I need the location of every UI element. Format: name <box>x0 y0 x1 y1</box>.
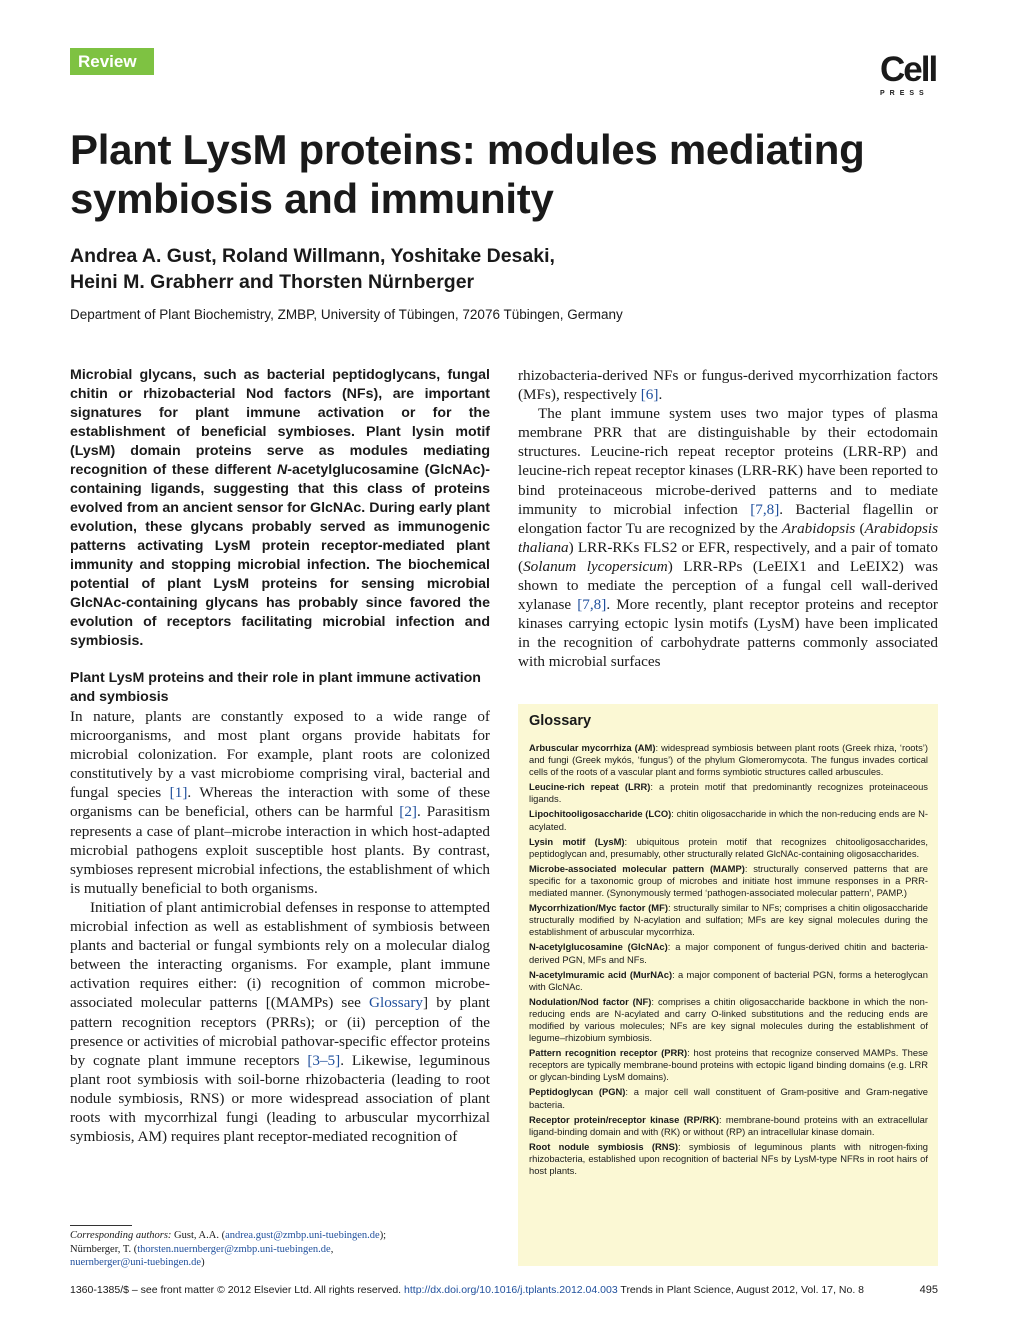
cell-press-logo <box>880 52 940 100</box>
paragraph-continued <box>518 366 938 404</box>
glossary-entry <box>529 781 928 805</box>
abstract-text-2: -acetylglucosamine (GlcNAc)-containing ligands, suggesting that this class of proteins evolved from an ancient sensor for GlcNAc. During early plant evolution, these glycans probably served as immunogenic patterns activating LysM protein receptor-mediated plant immunity and stopping microbial infection. The biochemical potential of plant LysM proteins for sensing microbial GlcNAc-containing glycans has probably since favored the evolution of receptors facilitating microbial infection and symbiosis. <box>70 462 490 649</box>
glossary-definition: : a major cell wall constituent of Gram-positive and Gram-negative bacteria. <box>529 1086 928 1110</box>
footnote-sep: , <box>330 1243 334 1255</box>
glossary-definition: : a protein motif that predominantly recognizes proteinaceous ligands. <box>529 781 928 805</box>
glossary-definition: : a major component of fungus-derived chitin and bacteria-derived PGN, MFs and NFs. <box>529 941 929 965</box>
authors-line-2: Heini M. Grabherr and Thorsten Nürnberger <box>70 271 475 293</box>
footer-issn: 1360-1385/$ – see front matter © 2012 Elsevier Ltd. All rights reserved. <box>70 1284 405 1296</box>
citation-link[interactable]: [7,8] <box>577 596 607 614</box>
footnote-label: Corresponding authors: <box>70 1230 172 1241</box>
glossary-definition: : symbiosis of leguminous plants with nitrogen-fixing rhizobacteria, established upon recognition of bacterial NFs by LysM-type NFRs in root hairs of host plants. <box>529 1140 929 1176</box>
glossary-term: N-acetylmuramic acid (MurNAc) <box>529 968 673 980</box>
affiliation: Department of Plant Biochemistry, ZMBP, University of Tübingen, 72076 Tübingen, Germany <box>70 307 623 322</box>
glossary-term: Mycorrhization/Myc factor (MF) <box>529 902 668 914</box>
p3-text-f: . More recently, plant receptor proteins and receptor kinases carrying ectopic lysin motifs (LysM) have been implicated in the recognition of carbohydrate patterns commonly associated with microbial surfaces <box>518 596 938 671</box>
column-1-body <box>70 707 490 1146</box>
glossary-definition: : structurally conserved patterns that are specific for a taxonomic group of microbes and initiate host immune responses in a PRR-mediated manner. (Synonymously termed ‘pathogen-associated molecular pattern’, PAMP.) <box>529 862 928 899</box>
glossary-term: Microbe-associated molecular pattern (MAMP) <box>529 862 745 874</box>
page-number: 495 <box>919 1284 938 1296</box>
footnote-line-3 <box>70 1256 490 1270</box>
p3-text-d: ) LRR-RKs FLS2 or EFR, respectively, and a pair of tomato ( <box>518 538 938 575</box>
p3-text-c: ( <box>855 519 865 537</box>
citation-link[interactable]: [6] <box>640 386 659 404</box>
footnote-line-1 <box>70 1229 490 1243</box>
p2-text-c: . Likewise, leguminous plant root symbiosis with soil-borne rhizobacteria (leading to root nodule symbiosis, RNS) or more widespread association of plant roots with mycorrhizal fungi (leading to arbuscular mycorrhizal symbiosis, AM) requires plant receptor-mediated recognition of <box>70 1051 490 1146</box>
corresponding-authors-footnote <box>70 1229 490 1270</box>
glossary-entry <box>529 1086 928 1110</box>
citation-link[interactable]: [3–5] <box>307 1051 341 1069</box>
glossary-entry <box>529 1114 928 1138</box>
glossary-entry <box>529 1047 928 1083</box>
glossary-list <box>529 742 928 1177</box>
glossary-term: Nodulation/Nod factor (NF) <box>529 995 652 1007</box>
p3-italic-1: Arabidopsis <box>781 519 856 537</box>
paragraph-1 <box>70 707 490 898</box>
paragraph-2 <box>70 898 490 1146</box>
cont-text-b: . <box>658 386 663 404</box>
footnote-sep: ); <box>379 1230 387 1241</box>
paragraph-3 <box>518 404 938 671</box>
article-title: Plant LysM proteins: modules mediating symbiosis and immunity <box>70 126 865 222</box>
glossary-entry <box>529 808 928 832</box>
glossary-definition: : chitin oligosaccharide in which the non-reducing ends are N-acylated. <box>529 808 928 832</box>
email-link-gust[interactable]: andrea.gust@zmbp.uni-tuebingen.de <box>225 1230 380 1241</box>
glossary-entry <box>529 996 928 1044</box>
footnote-author-2: Nürnberger, T. ( <box>70 1243 138 1255</box>
glossary-definition: : comprises a chitin oligosaccharide backbone in which the non-reducing ends are N-acylated and carry O-linked substitutions and the reducing ends are modified by various molecules; NFs are key signal molecules during the establishment of legume–rhizobium symbiosis. <box>529 995 929 1044</box>
author-list <box>70 243 950 295</box>
glossary-term: Lipochitooligosaccharide (LCO) <box>529 808 672 820</box>
glossary-term: Receptor protein/receptor kinase (RP/RK) <box>529 1113 719 1125</box>
p3-italic-3: Solanum lycopersicum <box>523 557 668 575</box>
glossary-definition: : host proteins that recognize conserved MAMPs. These receptors are typically membrane-bound proteins with ectopic ligand binding domains (e.g. LRR or glycan-binding LysM domains). <box>529 1047 928 1083</box>
glossary-term: Arbuscular mycorrhiza (AM) <box>529 742 656 753</box>
logo-cell-text: Cell <box>880 50 937 89</box>
abstract-text-1: Microbial glycans, such as bacterial peptidoglycans, fungal chitin or rhizobacterial Nod factors (NFs), are important signatures for plant immune activation or for the establishment of beneficial symbioses. Plant lysin motif (LysM) domain proteins serve as modules mediating recognition of these different <box>70 367 490 478</box>
abstract-italic-n: N <box>277 462 288 478</box>
glossary-term: Root nodule symbiosis (RNS) <box>529 1140 678 1152</box>
glossary-definition: : a major component of bacterial PGN, forms a heteroglycan with GlcNAc. <box>529 968 928 992</box>
cont-text-a: rhizobacteria-derived NFs or fungus-derived mycorrhization factors (MFs), respectively <box>518 367 938 404</box>
glossary-entry <box>529 902 928 938</box>
p2-text-b: ] by plant pattern recognition receptors (PRRs); or (ii) perception of the presence or activities of microbial pathovar-specific effector proteins by cognate plant immune receptors <box>70 994 490 1069</box>
glossary-entry <box>529 941 928 965</box>
glossary-term: Peptidoglycan (PGN) <box>529 1086 626 1098</box>
glossary-definition: : widespread symbiosis between plant roots (Greek rhiza, ‘roots’) and fungi (Greek mykós, ‘fungus’) of the phylum Glomeromycota. The fungus invades cortical cells of the roots of a vascular plant and forms symbiotic structures called arbuscules. <box>529 742 928 778</box>
glossary-entry <box>529 863 928 899</box>
p1-text-c: . Parasitism represents a case of plant–microbe interaction in which host-adapted microbial pathogens exploit susceptible host plants. By contrast, symbioses represent microbial infections, the establishment of which is mutually beneficial to both organisms. <box>70 803 491 897</box>
glossary-term: Lysin motif (LysM) <box>529 835 625 847</box>
glossary-term: N-acetylglucosamine (GlcNAc) <box>529 941 668 953</box>
email-link-nuernberger-uni[interactable]: nuernberger@uni-tuebingen.de <box>70 1257 202 1268</box>
citation-link[interactable]: [7,8] <box>750 500 780 518</box>
p3-text-b: . Bacterial flagellin or elongation factor Tu are recognized by the <box>518 500 938 537</box>
authors-line-1: Andrea A. Gust, Roland Willmann, Yoshitake Desaki, <box>70 245 555 267</box>
page-footer <box>70 1283 938 1297</box>
glossary-term: Pattern recognition receptor (PRR) <box>529 1047 688 1059</box>
footnote-line-2 <box>70 1243 490 1257</box>
footnote-divider <box>70 1225 132 1226</box>
doi-link[interactable]: http://dx.doi.org/10.1016/j.tplants.2012.04.003 <box>404 1284 618 1296</box>
glossary-definition: : membrane-bound proteins with an extracellular ligand-binding domain and with (RK) or without (RP) an intracellular kinase domain. <box>529 1113 929 1137</box>
section-tag: Review <box>70 48 154 75</box>
p3-text-e: ) LRR-RPs (LeEIX1 and LeEIX2) was shown to mediate the perception of a fungal cell wall-derived xylanase <box>518 557 938 614</box>
glossary-box <box>518 704 938 1266</box>
glossary-link[interactable]: Glossary <box>369 994 424 1012</box>
glossary-entry <box>529 1141 928 1177</box>
logo-press-text: PRESS <box>880 90 929 97</box>
column-2-body <box>518 366 938 672</box>
glossary-entry <box>529 836 928 860</box>
citation-link[interactable]: [2] <box>399 803 417 821</box>
footnote-author-1: Gust, A.A. ( <box>171 1230 226 1241</box>
footnote-end: ) <box>201 1257 205 1268</box>
p1-text-a: In nature, plants are constantly exposed to a wide range of microorganisms, and most plant organs provide habitats for microbial colonization. For example, plant roots are colonized constitutively by a vast microbiome comprising viral, bacterial and fungal species <box>70 708 490 802</box>
abstract <box>70 366 490 651</box>
glossary-definition: : structurally similar to NFs; comprises a chitin oligosaccharide structurally modified by N-acylation and sulfation; MFs are key signal molecules during the establishment of arbuscular mycorrhiza. <box>529 902 928 938</box>
p3-text-a: The plant immune system uses two major types of plasma membrane PRR that are distinguishable by their ectodomain structures. Leucine-rich repeat receptor proteins (LRR-RP) and leucine-rich repeat receptor kinases (LRR-RK) have been reported to bind proteinaceous microbe-derived patterns and to mediate immunity to microbial infection <box>518 405 938 518</box>
glossary-entry <box>529 742 928 778</box>
footer-journal: Trends in Plant Science, August 2012, Vol. 17, No. 8 <box>617 1284 865 1296</box>
glossary-title: Glossary <box>529 713 592 729</box>
citation-link[interactable]: [1] <box>169 784 188 802</box>
glossary-entry <box>529 969 928 993</box>
email-link-nuernberger[interactable]: thorsten.nuernberger@zmbp.uni-tuebingen.de <box>137 1243 331 1255</box>
glossary-definition: : ubiquitous protein motif that recognizes chitooligosaccharides, peptidoglycan and, presumably, other structurally related GlcNAc-containing oligosaccharides. <box>529 835 928 859</box>
p3-italic-2: Arabidopsis thaliana <box>518 519 938 556</box>
glossary-term: Leucine-rich repeat (LRR) <box>529 781 651 793</box>
p2-text-a: Initiation of plant antimicrobial defenses in response to attempted microbial infection as well as establishment of symbiosis between plants and bacterial or fungal symbionts rely on a molecular dialog between the interacting organisms. For example, plant immune activation requires either: (i) recognition of common microbe-associated molecular patterns [(MAMPs) see <box>70 898 490 1012</box>
section-heading: Plant LysM proteins and their role in plant immune activation and symbiosis <box>70 670 481 705</box>
p1-text-b: . Whereas the interaction with some of these organisms can be beneficial, others can be harmful <box>70 784 490 821</box>
